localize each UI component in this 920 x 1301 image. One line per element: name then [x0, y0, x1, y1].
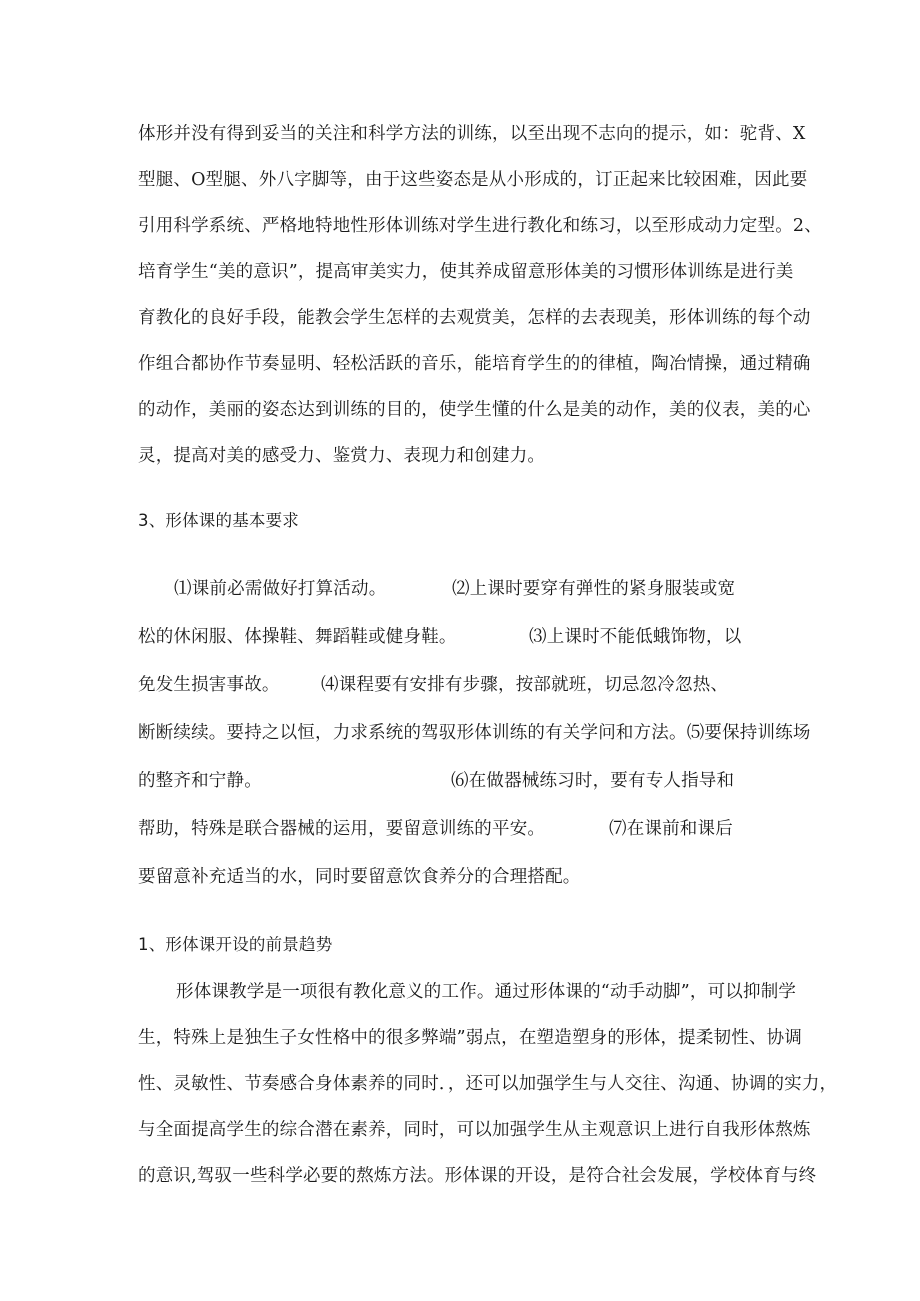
requirements-line [138, 673, 788, 697]
body-line: 引用科学系统、严格地特地性形体训练对学生进行教化和练习，以至形成动力定型。2、 [138, 216, 822, 236]
requirement-item: 松的休闲服、体操鞋、舞蹈鞋或健身鞋。 [138, 627, 457, 647]
body-line: 培育学生“美的意识”，提高审美实力，使其养成留意形体美的习惯形体训练是进行美 [138, 262, 794, 282]
requirement-item: ⑵上课时要穿有弹性的紧身服装或宽 [452, 579, 736, 599]
section-heading: 3、形体课的基本要求 [138, 511, 299, 530]
body-line: 与全面提高学生的综合潜在素养，同时，可以加强学生从主观意识上进行自我形体熬炼 [138, 1120, 811, 1140]
body-line: 育教化的良好手段，能教会学生怎样的去观赏美，怎样的去表现美，形体训练的每个动 [138, 308, 811, 328]
requirement-item: ⑴课前必需做好打算活动。 [174, 579, 387, 599]
body-line: 作组合都协作节奏显明、轻松活跃的音乐，能培育学生的的律植，陶冶情操，通过精确 [138, 354, 811, 374]
requirement-item: 的整齐和宁静。 [138, 771, 262, 791]
section-heading: 1、形体课开设的前景趋势 [138, 935, 333, 954]
requirements-line [138, 769, 788, 793]
body-line: 的意识,驾驭一些科学必要的熬炼方法。形体课的开设，是符合社会发展，学校体育与终 [138, 1166, 817, 1186]
requirement-item: ⑹在做器械练习时，要有专人指导和 [451, 771, 735, 791]
body-line: 体形并没有得到妥当的关注和科学方法的训练，以至出现不志向的提示，如：驼背、X [138, 124, 806, 144]
body-line: 型腿、O型腿、外八字脚等，由于这些姿态是从小形成的，订正起来比较困难，因此要 [138, 170, 808, 190]
body-line: 性、灵敏性、节奏感合身体素养的同时．，还可以加强学生与人交往、沟通、协调的实力， [138, 1074, 838, 1094]
requirement-item: 帮助，特殊是联合器械的运用，要留意训练的平安。 [138, 819, 546, 839]
requirement-item: ⑷课程要有安排有步骤，按部就班，切忌忽冷忽热、 [321, 675, 729, 695]
requirements-line [138, 577, 788, 601]
requirement-item: 要留意补充适当的水，同时要留意饮食养分的合理搭配。 [138, 867, 581, 887]
requirement-item: 免发生损害事故。 [138, 675, 280, 695]
requirements-line [138, 625, 788, 649]
requirement-item: 断断续续。要持之以恒，力求系统的驾驭形体训练的有关学问和方法。⑸要保持训练场 [138, 723, 811, 743]
requirements-line [138, 817, 788, 841]
body-line: 的动作，美丽的姿态达到训练的目的，使学生懂的什么是美的动作，美的仪表，美的心 [138, 400, 811, 420]
body-line: 灵，提高对美的感受力、鉴赏力、表现力和创建力。 [138, 446, 546, 466]
requirement-item: ⑶上课时不能低蛾饰物，以 [529, 627, 742, 647]
body-line: 生，特殊上是独生子女性格中的很多弊端”弱点，在塑造塑身的形体，提柔韧性、协调 [138, 1028, 803, 1048]
body-line: 形体课教学是一项很有教化意义的工作。通过形体课的“动手动脚”，可以抑制学 [176, 982, 797, 1002]
requirement-item: ⑺在课前和课后 [609, 819, 733, 839]
